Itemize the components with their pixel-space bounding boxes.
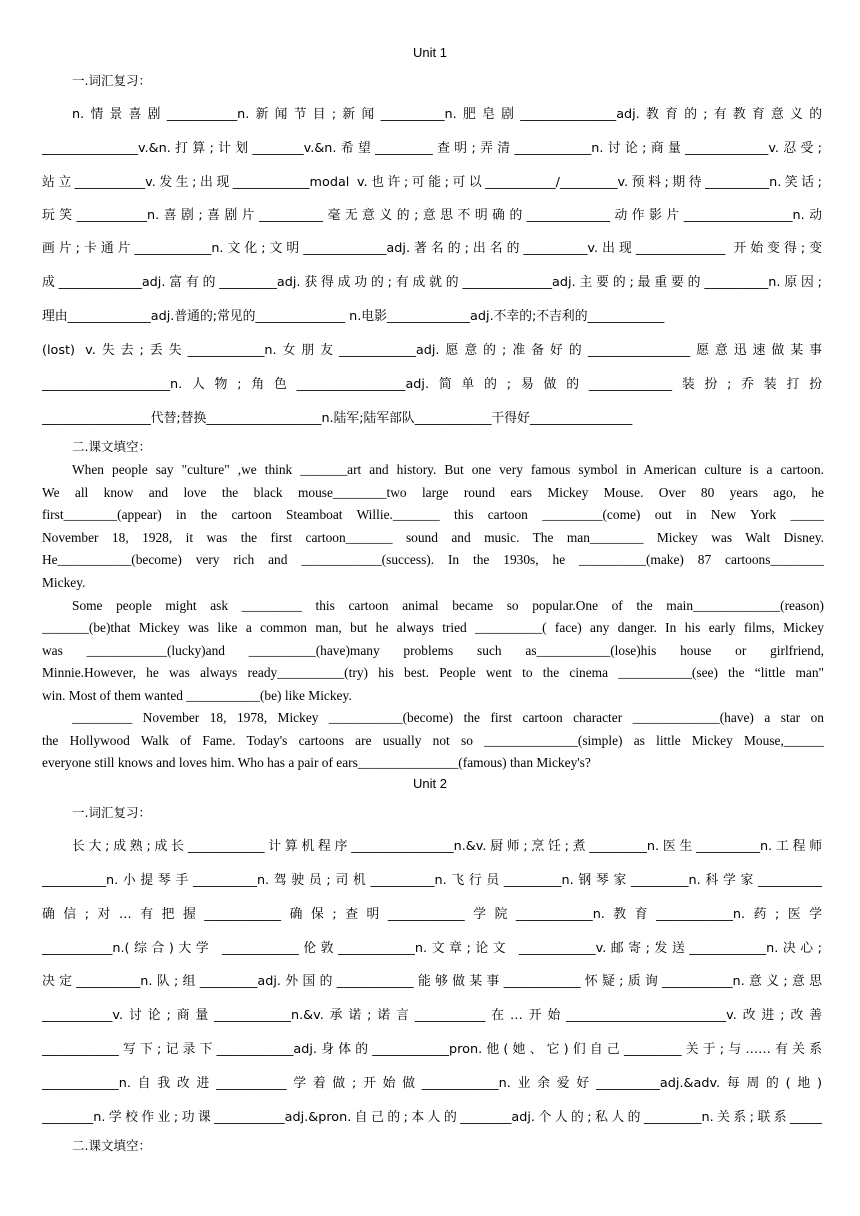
unit-2-vocab-heading: 一.词汇复习： — [72, 805, 151, 820]
unit-1-vocab-line: 画片;卡通片____________n.文化;文明_____________adj.著名的;出名的__________v.出现______________ 开始变得;变 — [42, 241, 822, 256]
unit-1-vocab-line: 站立___________v.发生;出现____________modal v.也许;可能;可以___________/_________v.预料;期待__________n.笑话; — [42, 175, 822, 190]
unit-1-text-line: win. Most of them wanted ___________(be) like Mickey. — [42, 688, 352, 703]
unit-1-vocab-line: ____________________n.人物;角色_________________adj.简单的;易做的_____________装扮;乔装打扮 — [42, 377, 822, 392]
unit-1-text-heading: 二.课文填空： — [72, 439, 151, 454]
unit-1-vocab-line: (lost) v.失去;丢失____________n.女朋友____________adj.愿意的;准备好的________________愿意迅速做某事 — [42, 343, 822, 358]
unit-1-text-line: He___________(become) very rich and ____________(success). In the 1930s, he __________(make) 87 cartoons________ — [42, 552, 824, 567]
unit-1-text-line: Some people might ask _________ this cartoon animal became so popular.One of the main_____________(reason) — [72, 598, 824, 613]
unit-1-text-line: _______(be)that Mickey was like a common man, but he always tried __________( face) any danger. In his early films, Mickey — [42, 620, 824, 635]
unit-1-vocab-heading: 一.词汇复习： — [72, 73, 151, 88]
unit-1-text-line: Mickey. — [42, 575, 86, 590]
unit-1-text-line: We all know and love the black mouse________two large round ears Mickey Mouse. Over 80 years ago, he — [42, 485, 824, 500]
unit-1-text-line: _________ November 18, 1978, Mickey ___________(become) the first cartoon character _____________(have) a star on — [72, 710, 824, 725]
unit-2-vocab-line: ___________v.讨论;商量____________n.&v.承诺;诺言___________在…开始_________________________v.改进;改善 — [42, 1008, 822, 1023]
unit-2-vocab-line: 长大;成熟;成长____________计算机程序________________n.&v.厨师;烹饪;煮_________n.医生__________n.工程师 — [72, 839, 822, 854]
unit-2-title: Unit 2 — [413, 776, 447, 791]
unit-1-text-line: first________(appear) in the cartoon Steamboat Willie._______ this cartoon _________(come) out in New York _____ — [42, 507, 824, 522]
unit-1-text-line: When people say "culture" ,we think _______art and history. But one very famous symbol in American culture is a cartoon. — [72, 462, 824, 477]
unit-1-text-line: November 18, 1928, it was the first cartoon_______ sound and music. The man________ Mickey was Walt Disney. — [42, 530, 824, 545]
unit-1-vocab-line: _________________代替;替换__________________n.陆军;陆军部队____________干得好________________ — [42, 411, 633, 426]
unit-1-title: Unit 1 — [413, 45, 447, 60]
unit-1-text-line: everyone still knows and loves him. Who has a pair of ears_______________(famous) than Mickey's? — [42, 755, 591, 770]
unit-1-vocab-line: 理由_____________adj.普通的;常见的______________ n.电影_____________adj.不幸的;不吉利的____________ — [42, 309, 665, 324]
unit-1-text-line: the Hollywood Walk of Fame. Today's cartoons are usually not so ______________(simple) as little Mickey Mouse,______ — [42, 733, 824, 748]
unit-2-vocab-line: ____________n.自我改进___________学着做;开始做____________n.业余爱好__________adj.&adv.每周的(地) — [42, 1076, 822, 1091]
unit-1-text-line: was ____________(lucky)and __________(have)many problems such as___________(lose)his house or girlfriend, — [42, 643, 824, 658]
unit-2-vocab-line: __________n.小提琴手__________n.驾驶员;司机__________n.飞行员_________n.钢琴家_________n.科学家__________ — [42, 873, 822, 888]
unit-2-vocab-line: 决定__________n.队;组_________adj.外国的____________能够做某事____________怀疑;质询___________n.意义;意思 — [42, 974, 822, 989]
unit-1-vocab-line: n.情景喜剧___________n.新闻节目;新闻__________n.肥皂剧_______________adj.教育的;有教育意义的 — [72, 107, 822, 122]
unit-1-vocab-line: 玩笑___________n.喜剧;喜剧片__________毫无意义的;意思不明确的_____________动作影片_________________n.动 — [42, 208, 822, 223]
unit-1-vocab-line: _______________v.&n.打算;计划________v.&n.希望_________查明;弄清____________n.讨论;商量_____________v.忍受; — [42, 141, 822, 156]
unit-2-vocab-line: ___________n.(综合)大学 ____________伦敦____________n.文章;论文 ____________v.邮寄;发送____________n.决心; — [42, 941, 822, 956]
unit-1-vocab-line: 成_____________adj.富有的_________adj.获得成功的;有成就的______________adj.主要的;最重要的__________n.原因; — [42, 275, 822, 290]
unit-1-text-line: Minnie.However, he was always ready__________(try) his best. People went to the cinema ___________(see) the “little man" — [42, 665, 824, 680]
unit-2-vocab-line: ________n.学校作业;功课___________adj.&pron.自己的;本人的________adj.个人的;私人的_________n.关系;联系_____ — [42, 1110, 822, 1125]
unit-2-vocab-line: ____________写下;记录下____________adj.身体的____________pron.他(她、它)们自己_________关于;与……有关系 — [42, 1042, 822, 1057]
unit-2-text-heading: 二.课文填空： — [72, 1138, 151, 1153]
unit-2-vocab-line: 确信;对…有把握____________确保;查明____________学院____________n.教育____________n.药;医学 — [42, 907, 822, 922]
